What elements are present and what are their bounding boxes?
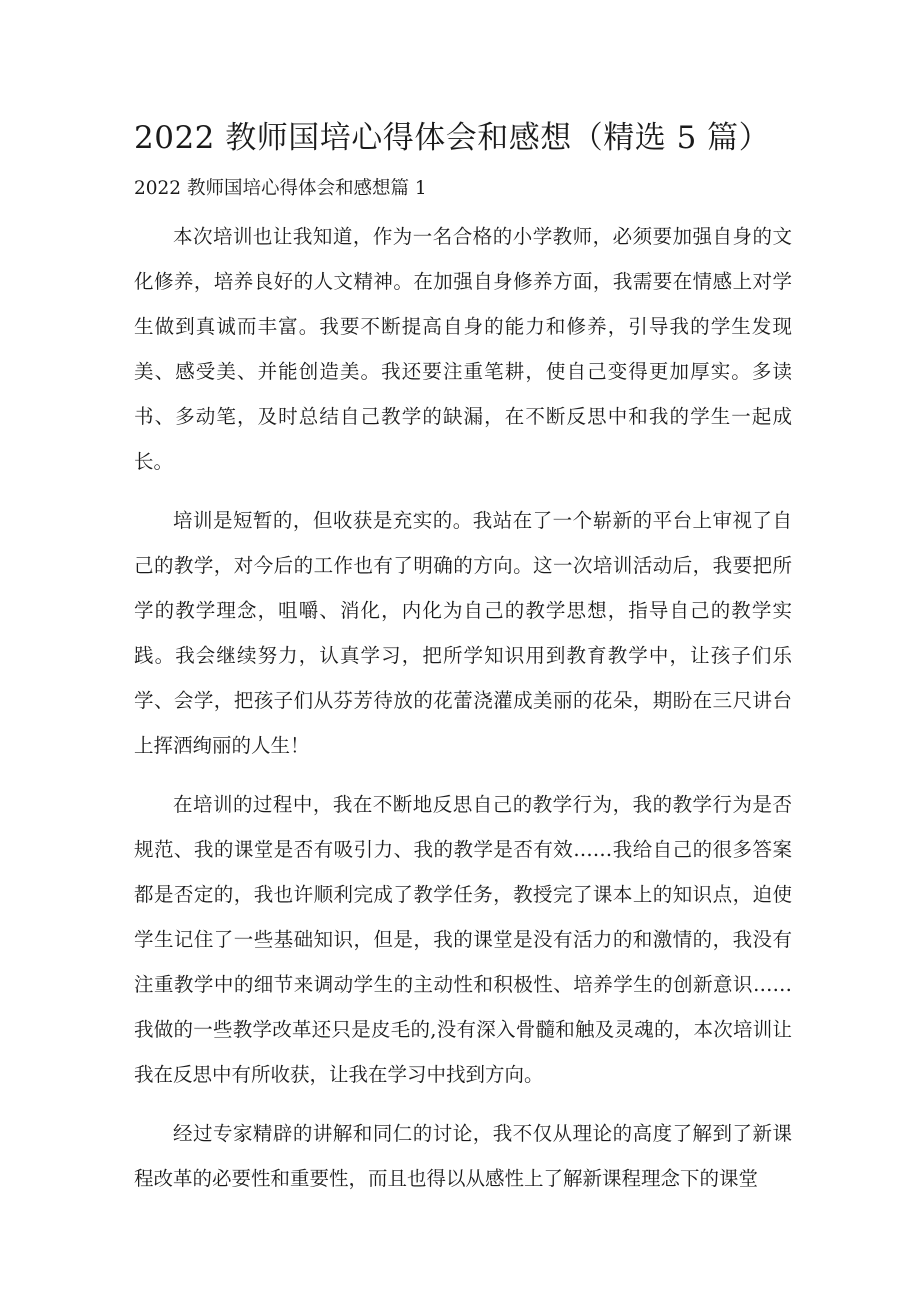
document-title: 2022 教师国培心得体会和感想（精选 5 篇） — [134, 120, 771, 156]
section-heading: 2022 教师国培心得体会和感想篇 1 — [134, 178, 427, 199]
paragraph-3: 在培训的过程中，我在不断地反思自己的教学行为，我的教学行为是否规范、我的课堂是否有吸引力、我的教学是否有效……我给自己的很多答案都是否定的，我也许顺利完成了教学任务，教授完了课本上的知识点，迫使学生记住了一些基础知识，但是，我的课堂是没有活力的和激情的，我没有注重教学中的细节来调动学生的主动性和积极性、培养学生的创新意识……我做的一些教学改革还只是皮毛的,没有深入骨髓和触及灵魂的，本次培训让我在反思中有所收获，让我在学习中找到方向。 — [134, 793, 792, 1086]
paragraph-4: 经过专家精辟的讲解和同仁的讨论，我不仅从理论的高度了解到了新课程改革的必要性和重要性，而且也得以从感性上了解新课程理念下的课堂 — [134, 1122, 792, 1190]
paragraph-1: 本次培训也让我知道，作为一名合格的小学教师，必须要加强自身的文化修养，培养良好的人文精神。在加强自身修养方面，我需要在情感上对学生做到真诚而丰富。我要不断提高自身的能力和修养，引导我的学生发现美、感受美、并能创造美。我还要注重笔耕，使自己变得更加厚实。多读书、多动笔，及时总结自己教学的缺漏，在不断反思中和我的学生一起成长。 — [134, 225, 792, 473]
paragraph-2: 培训是短暂的，但收获是充实的。我站在了一个崭新的平台上审视了自己的教学，对今后的工作也有了明确的方向。这一次培训活动后，我要把所学的教学理念，咀嚼、消化，内化为自己的教学思想，指导自己的教学实践。我会继续努力，认真学习，把所学知识用到教育教学中，让孩子们乐学、会学，把孩子们从芬芳待放的花蕾浇灌成美丽的花朵，期盼在三尺讲台上挥洒绚丽的人生！ — [134, 509, 792, 757]
